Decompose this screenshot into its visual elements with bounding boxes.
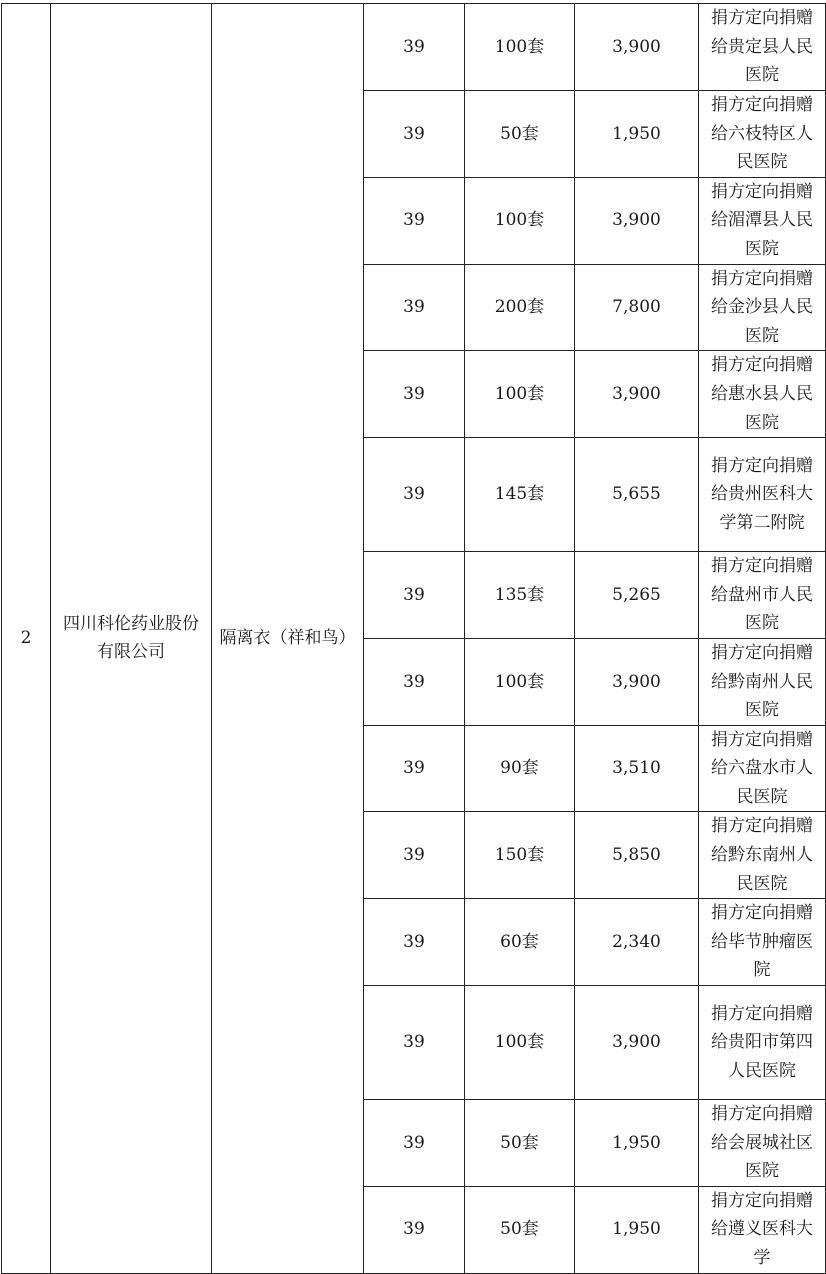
note: 捐方定向捐赠给湄潭县人民医院 (699, 177, 826, 264)
note: 捐方定向捐赠给惠水县人民医院 (699, 351, 826, 438)
quantity: 50套 (465, 1186, 575, 1273)
unit-price: 39 (364, 986, 465, 1100)
quantity: 60套 (465, 899, 575, 986)
quantity: 100套 (465, 638, 575, 725)
unit-price: 39 (364, 177, 465, 264)
quantity: 100套 (465, 177, 575, 264)
amount: 5,655 (575, 438, 699, 552)
company-name: 四川科伦药业股份有限公司 (51, 4, 212, 1274)
unit-price: 39 (364, 552, 465, 639)
table-row (2, 4, 826, 91)
note: 捐方定向捐赠给毕节肿瘤医院 (699, 899, 826, 986)
unit-price: 39 (364, 438, 465, 552)
amount: 3,900 (575, 351, 699, 438)
quantity: 135套 (465, 552, 575, 639)
amount: 3,900 (575, 638, 699, 725)
quantity: 100套 (465, 986, 575, 1100)
note: 捐方定向捐赠给黔南州人民医院 (699, 638, 826, 725)
unit-price: 39 (364, 4, 465, 91)
amount: 3,900 (575, 177, 699, 264)
unit-price: 39 (364, 1186, 465, 1273)
row-index: 2 (2, 4, 51, 1274)
quantity: 100套 (465, 4, 575, 91)
item-name: 隔离衣（祥和鸟） (212, 4, 364, 1274)
unit-price: 39 (364, 351, 465, 438)
quantity: 50套 (465, 1100, 575, 1187)
note: 捐方定向捐赠给黔东南州人民医院 (699, 812, 826, 899)
unit-price: 39 (364, 638, 465, 725)
quantity: 100套 (465, 351, 575, 438)
amount: 3,900 (575, 986, 699, 1100)
unit-price: 39 (364, 899, 465, 986)
note: 捐方定向捐赠给贵定县人民医院 (699, 4, 826, 91)
unit-price: 39 (364, 725, 465, 812)
amount: 3,510 (575, 725, 699, 812)
note: 捐方定向捐赠给金沙县人民医院 (699, 264, 826, 351)
note: 捐方定向捐赠给贵阳市第四人民医院 (699, 986, 826, 1100)
note: 捐方定向捐赠给会展城社区医院 (699, 1100, 826, 1187)
amount: 3,900 (575, 4, 699, 91)
unit-price: 39 (364, 91, 465, 178)
amount: 1,950 (575, 91, 699, 178)
unit-price: 39 (364, 1100, 465, 1187)
amount: 7,800 (575, 264, 699, 351)
amount: 1,950 (575, 1186, 699, 1273)
quantity: 145套 (465, 438, 575, 552)
quantity: 50套 (465, 91, 575, 178)
note: 捐方定向捐赠给盘州市人民医院 (699, 552, 826, 639)
unit-price: 39 (364, 812, 465, 899)
table-body (2, 4, 826, 1274)
note: 捐方定向捐赠给贵州医科大学第二附院 (699, 438, 826, 552)
amount: 1,950 (575, 1100, 699, 1187)
unit-price: 39 (364, 264, 465, 351)
note: 捐方定向捐赠给六盘水市人民医院 (699, 725, 826, 812)
quantity: 200套 (465, 264, 575, 351)
amount: 5,850 (575, 812, 699, 899)
donation-table (1, 3, 826, 1274)
amount: 2,340 (575, 899, 699, 986)
quantity: 150套 (465, 812, 575, 899)
amount: 5,265 (575, 552, 699, 639)
note: 捐方定向捐赠给六枝特区人民医院 (699, 91, 826, 178)
quantity: 90套 (465, 725, 575, 812)
note: 捐方定向捐赠给遵义医科大学 (699, 1186, 826, 1273)
